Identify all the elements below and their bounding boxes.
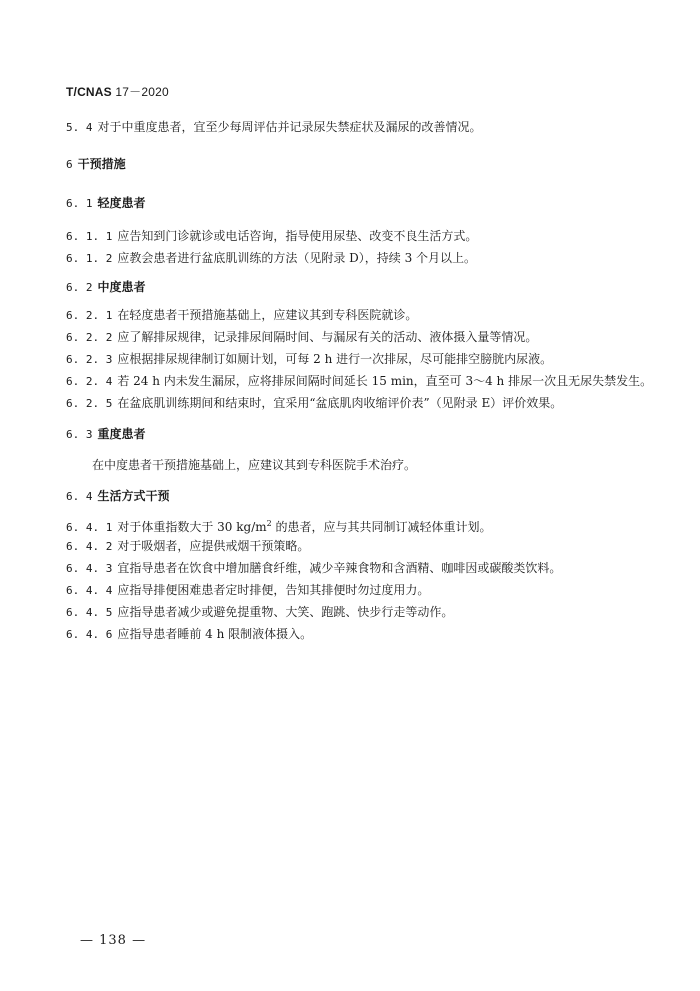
clause-number: 6. 2. 1 [66, 309, 113, 322]
clause-text: 应教会患者进行盆底肌训练的方法（见附录 D），持续 3 个月以上。 [117, 251, 477, 265]
clause-number: 6. 2. 4 [66, 375, 113, 388]
clause-number: 6. 1. 2 [66, 252, 113, 265]
clause-text: 在盆底肌训练期间和结束时，宜采用“盆底肌肉收缩评价表”（见附录 E）评价效果。 [117, 396, 563, 410]
clause-number: 6. 2. 2 [66, 331, 113, 344]
clause-6-2-5 [66, 395, 562, 412]
clause-6-2-3 [66, 351, 552, 368]
clause-6-4-1 [66, 516, 492, 536]
clause-number: 5. 4 [66, 121, 93, 134]
clause-number: 6. 4. 6 [66, 628, 113, 641]
section-title: 中度患者 [97, 280, 146, 294]
clause-text: 应指导排便困难患者定时排便，告知其排便时勿过度用力。 [117, 583, 430, 597]
clause-number: 6. 4. 2 [66, 540, 113, 553]
clause-6-2-2 [66, 329, 537, 346]
section-number: 6. 4 [66, 490, 93, 503]
clause-text: 对于中重度患者，宜至少每周评估并记录尿失禁症状及漏尿的改善情况。 [97, 120, 482, 134]
clause-6-4-5 [66, 604, 453, 621]
header-code: 17－2020 [115, 85, 169, 99]
section-title: 轻度患者 [97, 196, 146, 210]
clause-text: 应指导患者睡前 4 h 限制液体摄入。 [117, 627, 313, 641]
clause-text: 若 24 h 内未发生漏尿，应将排尿间隔时间延长 15 min，直至可 3～4 h 排尿一次且无尿失禁发生。 [117, 374, 653, 388]
clause-text: 应告知到门诊就诊或电话咨询，指导使用尿垫、改变不良生活方式。 [117, 229, 478, 243]
section-6-2-heading [66, 279, 146, 296]
clause-text: 应指导患者减少或避免提重物、大笑、跑跳、快步行走等动作。 [117, 605, 454, 619]
header-org: T/CNAS [66, 85, 112, 99]
section-number: 6. 1 [66, 197, 93, 210]
superscript-exponent: 2 [266, 519, 272, 528]
clause-number: 6. 1. 1 [66, 230, 113, 243]
section-6-3-body: 在中度患者干预措施基础上，应建议其到专科医院手术治疗。 [92, 458, 417, 472]
clause-text: 应根据排尿规律制订如厕计划，可每 2 h 进行一次排尿，尽可能排空膀胱内尿液。 [117, 352, 553, 366]
clause-6-4-4 [66, 582, 429, 599]
clause-number: 6. 2. 5 [66, 397, 113, 410]
clause-5-4 [66, 119, 482, 136]
clause-number: 6. 4. 3 [66, 562, 113, 575]
clause-text: 宜指导患者在饮食中增加膳食纤维，减少辛辣食物和含酒精、咖啡因或碳酸类饮料。 [117, 561, 562, 575]
section-title: 重度患者 [97, 427, 146, 441]
section-title: 干预措施 [77, 157, 126, 171]
clause-6-4-2 [66, 538, 309, 555]
section-6-4-heading [66, 488, 170, 505]
clause-text: 对于吸烟者，应提供戒烟干预策略。 [117, 539, 310, 553]
section-6-heading [66, 156, 126, 173]
section-number: 6. 2 [66, 281, 93, 294]
standard-code-header [66, 83, 169, 100]
clause-6-2-4 [66, 373, 652, 390]
clause-6-1-2 [66, 250, 476, 267]
clause-text-part-a: 对于体重指数大于 30 kg/m [117, 520, 267, 534]
clause-number: 6. 4. 4 [66, 584, 113, 597]
clause-number: 6. 4. 5 [66, 606, 113, 619]
clause-6-1-1 [66, 228, 477, 245]
clause-text-part-b: 的患者，应与其共同制订减轻体重计划。 [271, 520, 492, 534]
clause-text: 在轻度患者干预措施基础上，应建议其到专科医院就诊。 [117, 308, 418, 322]
clause-number: 6. 2. 3 [66, 353, 113, 366]
clause-6-2-1 [66, 307, 417, 324]
clause-number: 6. 4. 1 [66, 521, 113, 534]
page-number: — 138 — [80, 933, 147, 948]
clause-6-4-3 [66, 560, 561, 577]
section-6-3-heading [66, 426, 146, 443]
clause-text: 应了解排尿规律，记录排尿间隔时间、与漏尿有关的活动、液体摄入量等情况。 [117, 330, 538, 344]
section-number: 6. 3 [66, 428, 93, 441]
section-number: 6 [66, 158, 73, 171]
clause-6-4-6 [66, 626, 312, 643]
section-6-1-heading [66, 195, 146, 212]
section-title: 生活方式干预 [97, 489, 170, 503]
